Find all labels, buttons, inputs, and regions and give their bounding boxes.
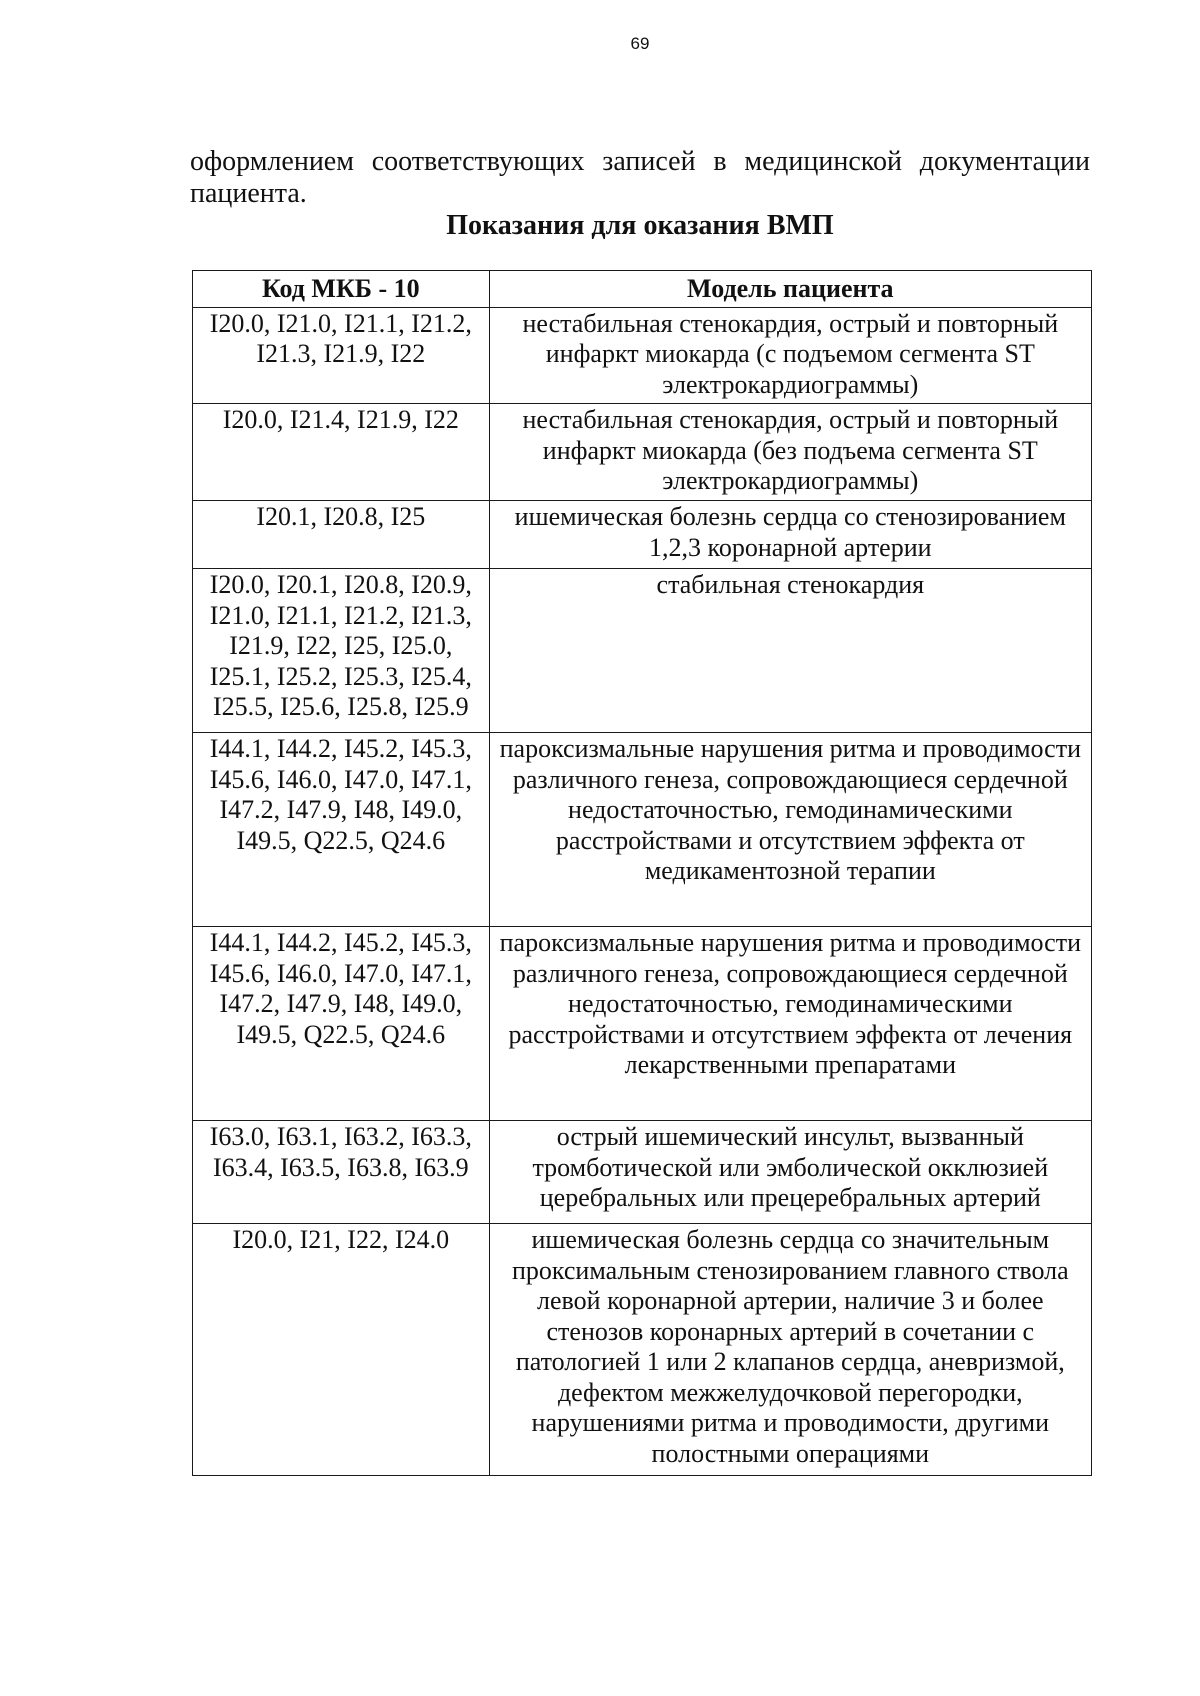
intro-line-2: пациента. — [190, 178, 307, 209]
icd-codes-cell: I20.0, I21, I22, I24.0 — [193, 1224, 490, 1476]
icd-codes-cell: I20.0, I21.0, I21.1, I21.2, I21.3, I21.9, I22 — [193, 307, 490, 404]
intro-paragraph — [190, 146, 1090, 210]
intro-word: записей — [602, 146, 696, 177]
table-row — [193, 307, 1092, 404]
table-row — [193, 569, 1092, 733]
intro-word: соответствующих — [371, 146, 585, 177]
table-row — [193, 404, 1092, 501]
table-row — [193, 1121, 1092, 1224]
table-row — [193, 733, 1092, 927]
intro-word: оформлением — [190, 146, 354, 177]
patient-model-cell: стабильная стенокардия — [489, 569, 1091, 733]
table-header-row — [193, 271, 1092, 308]
icd-codes-cell: I20.0, I21.4, I21.9, I22 — [193, 404, 490, 501]
icd-codes-cell: I20.0, I20.1, I20.8, I20.9, I21.0, I21.1, I21.2, I21.3, I21.9, I22, I25, I25.0, I25.1, I25.2, I25.3, I25.4, I25.5, I25.6, I25.8, I25.9 — [193, 569, 490, 733]
header-icd-code: Код МКБ - 10 — [193, 271, 490, 308]
intro-line-1 — [190, 146, 1090, 178]
patient-model-cell: пароксизмальные нарушения ритма и проводимости различного генеза, сопровождающиеся сердечной недостаточностью, гемодинамическими расстройствами и отсутствием эффекта от медикаментозной терапии — [489, 733, 1091, 927]
table-row — [193, 927, 1092, 1121]
table-row — [193, 501, 1092, 569]
icd-codes-cell: I44.1, I44.2, I45.2, I45.3, I45.6, I46.0, I47.0, I47.1, I47.2, I47.9, I48, I49.0, I49.5, Q22.5, Q24.6 — [193, 733, 490, 927]
patient-model-cell: ишемическая болезнь сердца со значительным проксимальным стенозированием главного ствола левой коронарной артерии, наличие 3 и более стенозов коронарных артерий в сочетании с патологией 1 или 2 клапанов сердца, аневризмой, дефектом межжелудочковой перегородки, нарушениями ритма и проводимости, другими полостными операциями — [489, 1224, 1091, 1476]
patient-model-cell: острый ишемический инсульт, вызванный тромботической или эмболической окклюзией церебральных или прецеребральных артерий — [489, 1121, 1091, 1224]
patient-model-cell: нестабильная стенокардия, острый и повторный инфаркт миокарда (с подъемом сегмента ST электрокардиограммы) — [489, 307, 1091, 404]
patient-model-cell: нестабильная стенокардия, острый и повторный инфаркт миокарда (без подъема сегмента ST электрокардиограммы) — [489, 404, 1091, 501]
patient-model-cell: пароксизмальные нарушения ритма и проводимости различного генеза, сопровождающиеся сердечной недостаточностью, гемодинамическими расстройствами и отсутствием эффекта от лечения лекарственными препаратами — [489, 927, 1091, 1121]
table-row — [193, 1224, 1092, 1476]
icd-codes-cell: I20.1, I20.8, I25 — [193, 501, 490, 569]
intro-word: медицинской — [744, 146, 902, 177]
table-title: Показания для оказания ВМП — [446, 210, 834, 241]
patient-model-cell: ишемическая болезнь сердца со стенозированием 1,2,3 коронарной артерии — [489, 501, 1091, 569]
intro-word: в — [713, 146, 727, 177]
indications-table — [192, 270, 1092, 1476]
header-patient-model: Модель пациента — [489, 271, 1091, 308]
icd-codes-cell: I63.0, I63.1, I63.2, I63.3, I63.4, I63.5, I63.8, I63.9 — [193, 1121, 490, 1224]
page-number: 69 — [630, 34, 650, 53]
icd-codes-cell: I44.1, I44.2, I45.2, I45.3, I45.6, I46.0, I47.0, I47.1, I47.2, I47.9, I48, I49.0, I49.5, Q22.5, Q24.6 — [193, 927, 490, 1121]
intro-word: документации — [919, 146, 1090, 177]
